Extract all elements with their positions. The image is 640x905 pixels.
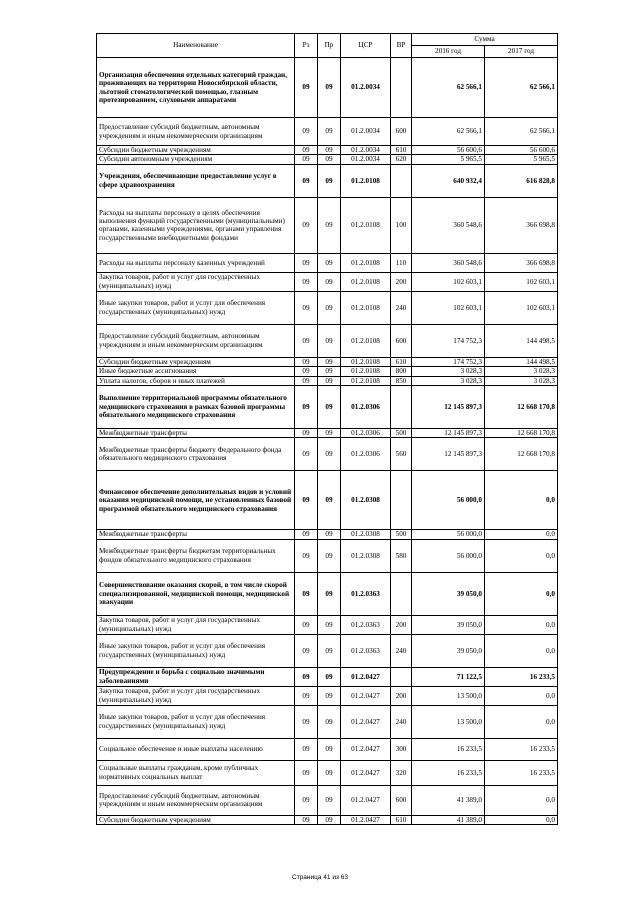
cell-sum-2016: 5 965,5 [412,155,485,164]
cell-csr: 01.2.0363 [341,634,391,667]
cell-pr: 09 [318,376,341,385]
cell-vr: 200 [391,272,412,291]
cell-csr: 01.2.0034 [341,58,391,118]
cell-name: Предупреждение и борьба с социально значимыми заболеваниями [97,667,295,686]
cell-sum-2017: 0,0 [485,572,558,615]
cell-csr: 01.2.0308 [341,530,391,539]
cell-name: Учреждения, обеспечивающие предоставление услуг в сфере здравоохранения [97,164,295,197]
cell-sum-2016: 71 122,5 [412,667,485,686]
cell-sum-2016: 174 752,3 [412,324,485,357]
cell-rz: 09 [295,471,318,530]
cell-vr: 560 [391,438,412,471]
cell-name: Закупка товаров, работ и услуг для государственных (муниципальных) нужд [97,686,295,705]
cell-csr: 01.2.0308 [341,471,391,530]
cell-vr: 850 [391,376,412,385]
cell-pr: 09 [318,760,341,785]
table-row [97,530,558,539]
table-row [97,760,558,785]
table-row [97,118,558,146]
cell-rz: 09 [295,58,318,118]
cell-sum-2017: 16 233,5 [485,760,558,785]
cell-vr: 240 [391,634,412,667]
cell-name: Межбюджетные трансферты бюджетам территориальных фондов обязательного медицинского страхования [97,539,295,572]
cell-name: Социальное обеспечение и иные выплаты населению [97,738,295,760]
cell-name: Совершенствование оказания скорой, в том числе скорой специализированной, медицинской помощи, медицинской эвакуации [97,572,295,615]
cell-vr: 100 [391,197,412,253]
cell-csr: 01.2.0363 [341,615,391,634]
cell-name: Иные закупки товаров, работ и услуг для обеспечения государственных (муниципальных) нужд [97,634,295,667]
cell-csr: 01.2.0427 [341,686,391,705]
table-row [97,253,558,272]
cell-name: Расходы на выплаты персоналу в целях обеспечения выполнения функций государственными (муниципальными) органами, казенными учреждениями, органами управления государственными внебюджетными фондами [97,197,295,253]
col-header-2017: 2017 год [485,46,558,58]
cell-sum-2017: 366 698,8 [485,197,558,253]
cell-sum-2017: 366 698,8 [485,253,558,272]
col-header-vr: ВР [391,34,412,58]
cell-rz: 09 [295,686,318,705]
cell-csr: 01.2.0306 [341,386,391,429]
cell-sum-2016: 62 566,1 [412,118,485,146]
cell-pr: 09 [318,530,341,539]
cell-csr: 01.2.0427 [341,705,391,738]
table-row [97,667,558,686]
cell-sum-2017: 12 668 170,8 [485,386,558,429]
col-header-pr: Пр [318,34,341,58]
cell-rz: 09 [295,118,318,146]
table-row [97,705,558,738]
cell-sum-2017: 56 600,6 [485,146,558,155]
cell-vr: 610 [391,815,412,824]
cell-sum-2017: 0,0 [485,686,558,705]
cell-sum-2016: 56 000,0 [412,539,485,572]
table-row [97,785,558,815]
table-row [97,634,558,667]
page-footer: Страница 41 из 63 [292,874,348,881]
cell-name: Субсидии бюджетным учреждениям [97,815,295,824]
cell-pr: 09 [318,272,341,291]
cell-rz: 09 [295,197,318,253]
cell-pr: 09 [318,118,341,146]
cell-sum-2016: 360 548,6 [412,197,485,253]
cell-csr: 01.2.0427 [341,738,391,760]
cell-sum-2017: 0,0 [485,634,558,667]
cell-sum-2016: 41 389,0 [412,785,485,815]
cell-sum-2016: 12 145 897,3 [412,438,485,471]
cell-rz: 09 [295,667,318,686]
cell-pr: 09 [318,686,341,705]
cell-sum-2017: 0,0 [485,815,558,824]
cell-sum-2017: 62 566,1 [485,58,558,118]
cell-sum-2017: 0,0 [485,530,558,539]
cell-name: Предоставление субсидий бюджетным, автономным учреждениям и иным некоммерческим организациям [97,324,295,357]
cell-sum-2016: 62 566,1 [412,58,485,118]
cell-sum-2017: 0,0 [485,539,558,572]
table-row [97,738,558,760]
cell-sum-2017: 616 828,8 [485,164,558,197]
cell-name: Финансовое обеспечение дополнительных видов и условий оказания медицинской помощи, не установленных базовой программой обязательного медицинского страхования [97,471,295,530]
cell-sum-2016: 41 389,0 [412,815,485,824]
cell-name: Иные бюджетные ассигнования [97,367,295,376]
cell-name: Выполнение территориальной программы обязательного медицинского страхования в рамках базовой программы обязательного медицинского страхования [97,386,295,429]
cell-vr [391,667,412,686]
cell-rz: 09 [295,367,318,376]
cell-pr: 09 [318,146,341,155]
cell-rz: 09 [295,760,318,785]
cell-sum-2016: 56 000,0 [412,471,485,530]
cell-pr: 09 [318,738,341,760]
cell-vr: 500 [391,530,412,539]
cell-name: Межбюджетные трансферты [97,429,295,438]
table-row [97,357,558,366]
cell-name: Субсидии бюджетным учреждениям [97,146,295,155]
cell-name: Расходы на выплаты персоналу казенных учреждений [97,253,295,272]
cell-csr: 01.2.0427 [341,785,391,815]
cell-vr: 200 [391,615,412,634]
cell-rz: 09 [295,705,318,738]
cell-rz: 09 [295,324,318,357]
cell-vr: 240 [391,705,412,738]
cell-sum-2016: 56 000,0 [412,530,485,539]
cell-vr [391,471,412,530]
cell-rz: 09 [295,615,318,634]
cell-sum-2016: 640 932,4 [412,164,485,197]
cell-sum-2017: 0,0 [485,705,558,738]
cell-sum-2016: 102 603,1 [412,272,485,291]
table-row [97,197,558,253]
cell-sum-2017: 102 603,1 [485,291,558,324]
cell-name: Субсидии автономным учреждениям [97,155,295,164]
cell-pr: 09 [318,539,341,572]
cell-csr: 01.2.0308 [341,539,391,572]
cell-sum-2016: 3 028,3 [412,376,485,385]
table-row [97,367,558,376]
table-row [97,376,558,385]
cell-pr: 09 [318,164,341,197]
cell-rz: 09 [295,291,318,324]
cell-name: Уплата налогов, сборов и иных платежей [97,376,295,385]
cell-csr: 01.2.0427 [341,760,391,785]
cell-pr: 09 [318,615,341,634]
cell-pr: 09 [318,705,341,738]
cell-sum-2016: 12 145 897,3 [412,386,485,429]
cell-sum-2016: 12 145 897,3 [412,429,485,438]
table-row [97,324,558,357]
cell-sum-2016: 13 500,0 [412,705,485,738]
cell-csr: 01.2.0108 [341,367,391,376]
cell-csr: 01.2.0427 [341,815,391,824]
cell-vr [391,58,412,118]
cell-vr: 610 [391,357,412,366]
cell-vr: 600 [391,118,412,146]
cell-name: Иные закупки товаров, работ и услуг для обеспечения государственных (муниципальных) нужд [97,291,295,324]
cell-csr: 01.2.0034 [341,146,391,155]
cell-sum-2017: 12 668 170,8 [485,429,558,438]
col-header-rz: Рз [295,34,318,58]
cell-rz: 09 [295,785,318,815]
table-row [97,438,558,471]
cell-csr: 01.2.0108 [341,357,391,366]
cell-rz: 09 [295,429,318,438]
cell-rz: 09 [295,572,318,615]
cell-rz: 09 [295,253,318,272]
cell-sum-2016: 3 028,3 [412,367,485,376]
cell-rz: 09 [295,386,318,429]
cell-rz: 09 [295,738,318,760]
cell-csr: 01.2.0306 [341,429,391,438]
cell-vr: 200 [391,686,412,705]
cell-name: Социальные выплаты гражданам, кроме публичных нормативных социальных выплат [97,760,295,785]
table-row [97,164,558,197]
cell-pr: 09 [318,429,341,438]
cell-rz: 09 [295,272,318,291]
cell-name: Межбюджетные трансферты [97,530,295,539]
cell-rz: 09 [295,815,318,824]
table-row [97,539,558,572]
cell-sum-2016: 56 600,6 [412,146,485,155]
cell-pr: 09 [318,438,341,471]
cell-name: Межбюджетные трансферты бюджету Федерального фонда обязательного медицинского страхования [97,438,295,471]
cell-csr: 01.2.0034 [341,155,391,164]
cell-pr: 09 [318,471,341,530]
cell-rz: 09 [295,155,318,164]
cell-pr: 09 [318,815,341,824]
cell-csr: 01.2.0108 [341,376,391,385]
col-header-name: Наименование [97,34,295,58]
table-row [97,386,558,429]
cell-sum-2017: 5 965,5 [485,155,558,164]
cell-pr: 09 [318,357,341,366]
cell-sum-2016: 360 548,6 [412,253,485,272]
cell-csr: 01.2.0306 [341,438,391,471]
cell-csr: 01.2.0108 [341,272,391,291]
cell-sum-2017: 0,0 [485,615,558,634]
cell-pr: 09 [318,291,341,324]
col-header-csr: ЦСР [341,34,391,58]
cell-vr: 620 [391,155,412,164]
cell-rz: 09 [295,530,318,539]
cell-vr: 240 [391,291,412,324]
cell-sum-2017: 16 233,5 [485,738,558,760]
cell-sum-2016: 16 233,5 [412,738,485,760]
cell-vr [391,572,412,615]
cell-pr: 09 [318,58,341,118]
cell-vr: 110 [391,253,412,272]
cell-pr: 09 [318,634,341,667]
cell-csr: 01.2.0108 [341,197,391,253]
cell-sum-2017: 12 668 170,8 [485,438,558,471]
cell-pr: 09 [318,197,341,253]
cell-pr: 09 [318,155,341,164]
cell-sum-2017: 0,0 [485,785,558,815]
cell-name: Закупка товаров, работ и услуг для государственных (муниципальных) нужд [97,272,295,291]
cell-vr [391,386,412,429]
cell-sum-2017: 3 028,3 [485,376,558,385]
table-row [97,155,558,164]
cell-pr: 09 [318,367,341,376]
cell-sum-2016: 102 603,1 [412,291,485,324]
cell-vr: 500 [391,429,412,438]
cell-sum-2017: 62 566,1 [485,118,558,146]
cell-sum-2016: 39 050,0 [412,615,485,634]
cell-sum-2016: 39 050,0 [412,634,485,667]
cell-name: Организация обеспечения отдельных категорий граждан, проживающих на территории Новосибирской области, льготной стоматологической помощью, глазным протезированием, слуховыми аппаратами [97,58,295,118]
cell-csr: 01.2.0108 [341,253,391,272]
cell-sum-2017: 3 028,3 [485,367,558,376]
cell-sum-2017: 0,0 [485,471,558,530]
cell-vr: 580 [391,539,412,572]
cell-csr: 01.2.0108 [341,324,391,357]
table-row [97,471,558,530]
cell-rz: 09 [295,438,318,471]
table-body [97,58,558,825]
budget-table [96,33,558,825]
cell-name: Закупка товаров, работ и услуг для государственных (муниципальных) нужд [97,615,295,634]
cell-sum-2017: 102 603,1 [485,272,558,291]
cell-pr: 09 [318,324,341,357]
cell-vr: 610 [391,146,412,155]
cell-vr: 320 [391,760,412,785]
cell-pr: 09 [318,667,341,686]
col-header-sum: Сумма [412,34,558,46]
budget-page [96,33,557,825]
table-row [97,146,558,155]
cell-csr: 01.2.0363 [341,572,391,615]
table-row [97,272,558,291]
cell-rz: 09 [295,164,318,197]
cell-sum-2016: 39 050,0 [412,572,485,615]
table-row [97,572,558,615]
cell-sum-2016: 16 233,5 [412,760,485,785]
cell-csr: 01.2.0427 [341,667,391,686]
table-row [97,815,558,824]
table-row [97,291,558,324]
cell-vr: 300 [391,738,412,760]
col-header-2016: 2016 год [412,46,485,58]
cell-csr: 01.2.0108 [341,291,391,324]
cell-rz: 09 [295,146,318,155]
cell-name: Предоставление субсидий бюджетным, автономным учреждениям и иным некоммерческим организациям [97,785,295,815]
table-row [97,58,558,118]
cell-pr: 09 [318,386,341,429]
cell-sum-2016: 13 500,0 [412,686,485,705]
table-row [97,615,558,634]
table-row [97,686,558,705]
cell-rz: 09 [295,357,318,366]
cell-sum-2017: 144 498,5 [485,357,558,366]
cell-rz: 09 [295,634,318,667]
cell-vr: 600 [391,785,412,815]
cell-vr: 800 [391,367,412,376]
cell-rz: 09 [295,376,318,385]
cell-pr: 09 [318,785,341,815]
cell-sum-2017: 16 233,5 [485,667,558,686]
cell-name: Иные закупки товаров, работ и услуг для обеспечения государственных (муниципальных) нужд [97,705,295,738]
table-row [97,429,558,438]
cell-pr: 09 [318,253,341,272]
cell-csr: 01.2.0034 [341,118,391,146]
cell-sum-2017: 144 498,5 [485,324,558,357]
cell-sum-2016: 174 752,3 [412,357,485,366]
cell-name: Субсидии бюджетным учреждениям [97,357,295,366]
cell-csr: 01.2.0108 [341,164,391,197]
cell-vr: 600 [391,324,412,357]
cell-pr: 09 [318,572,341,615]
cell-vr [391,164,412,197]
cell-rz: 09 [295,539,318,572]
cell-name: Предоставление субсидий бюджетным, автономным учреждениям и иным некоммерческим организациям [97,118,295,146]
